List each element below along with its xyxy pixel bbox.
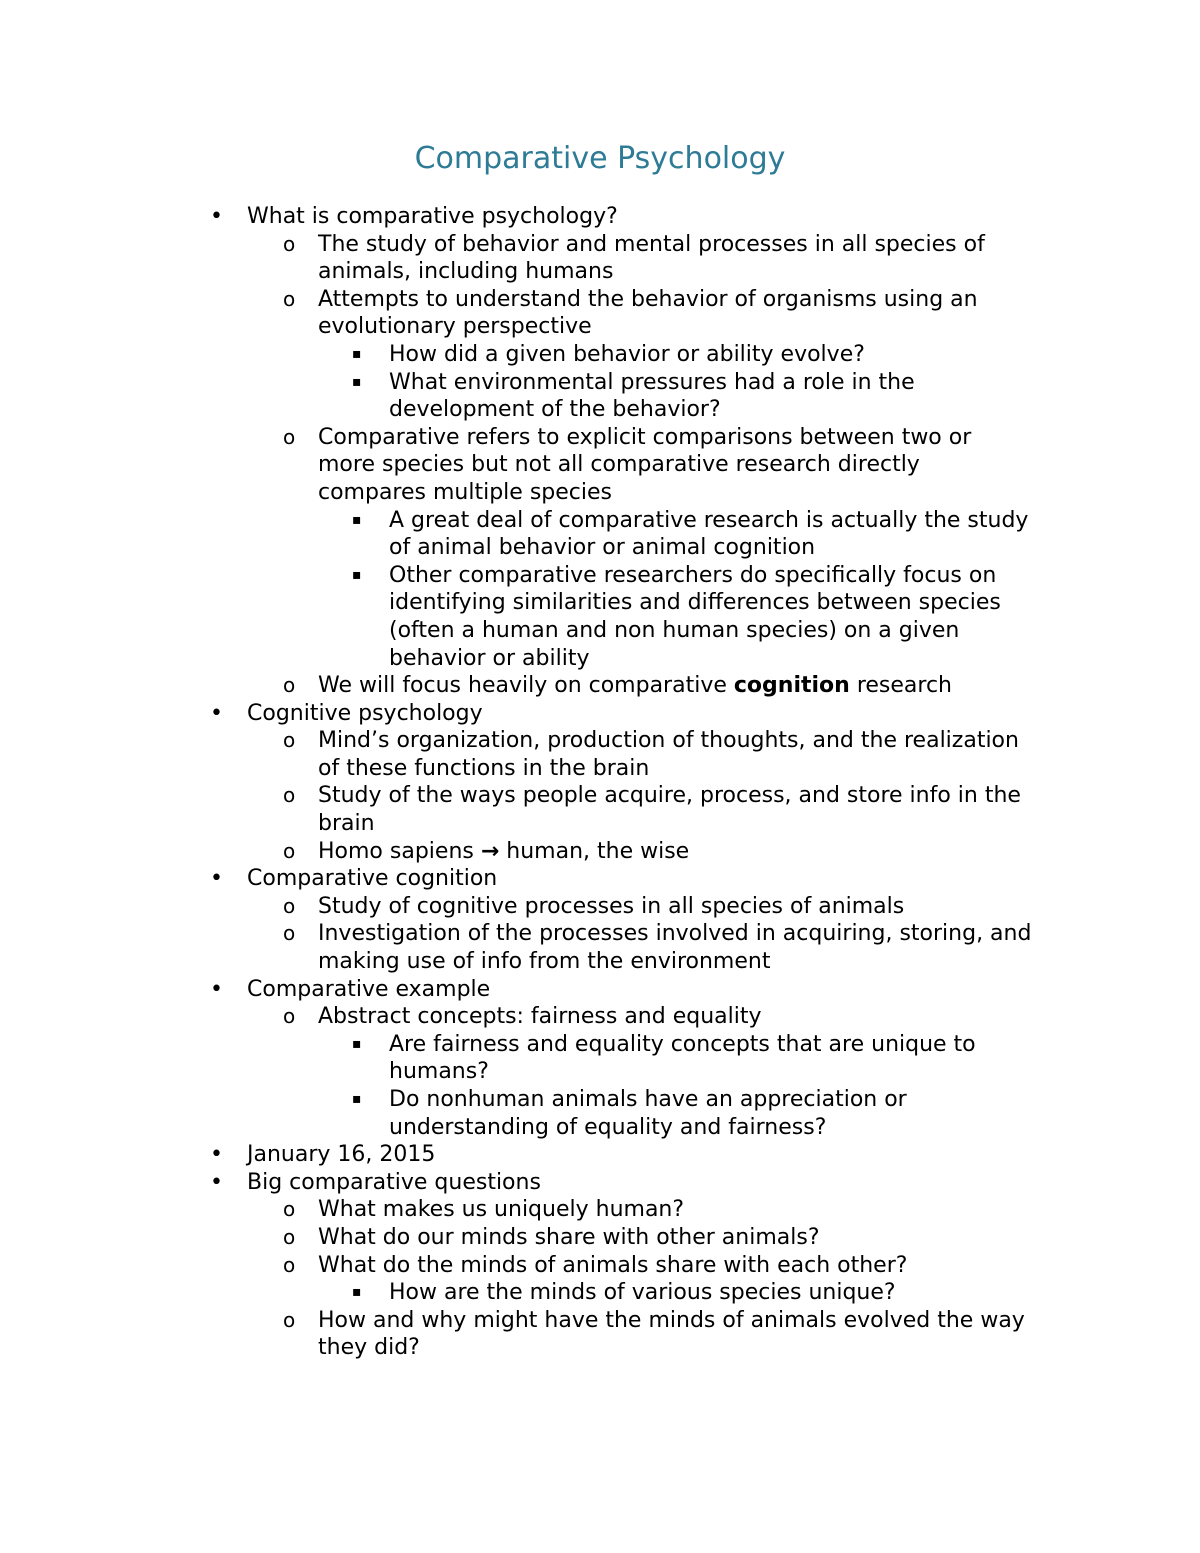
item-text: Big comparative questions <box>247 1169 541 1195</box>
item-text-start: We will focus heavily on comparative <box>318 673 734 699</box>
bullet-marker: o <box>283 728 296 753</box>
item-text: Cognitive psychology <box>247 700 483 726</box>
item-text: What makes us uniquely human? <box>318 1197 685 1223</box>
item-text: Comparative example <box>247 976 491 1002</box>
bullet-marker: o <box>283 1197 296 1222</box>
item-text: What do the minds of animals share with each other? <box>318 1252 908 1278</box>
item-text: Comparative cognition <box>247 866 498 892</box>
item-text-start: Homo sapiens <box>318 838 481 864</box>
item-text-end: human, the wise <box>499 838 690 864</box>
bullet-marker: ▪ <box>352 566 362 583</box>
list-item <box>0 976 1200 1004</box>
bullet-marker: o <box>283 1252 296 1277</box>
item-text: A great deal of comparative research is actually the study of animal behavior or animal cognition <box>389 507 1029 561</box>
bullet-marker: o <box>283 1224 296 1249</box>
list-item <box>0 203 1200 231</box>
page-title: Comparative Psychology <box>414 141 786 176</box>
list-item <box>0 1003 1200 1031</box>
item-text: Mind’s organization, production of thoughts, and the realization of these functions in the brain <box>318 728 1019 781</box>
bullet-marker: o <box>283 424 296 449</box>
list-item <box>0 1279 1200 1307</box>
item-text: How and why might have the minds of animals evolved the way they did? <box>318 1307 1025 1361</box>
list-item <box>0 1086 1200 1141</box>
bullet-marker: o <box>283 231 296 256</box>
notes-body <box>0 203 1200 1362</box>
bullet-marker: ▪ <box>352 1091 362 1107</box>
item-text: Study of the ways people acquire, process, and store info in the brain <box>318 783 1021 837</box>
bullet-marker: o <box>283 1307 296 1332</box>
bullet-marker: o <box>283 893 296 918</box>
list-item <box>0 1252 1200 1280</box>
list-item <box>0 1224 1200 1252</box>
item-text: Investigation of the processes involved in acquiring, storing, and making use of info from the environment <box>318 921 1032 975</box>
item-text: The study of behavior and mental processes in all species of animals, including humans <box>318 231 985 285</box>
list-item <box>0 838 1200 866</box>
bullet-marker: • <box>210 976 223 1002</box>
item-text: Study of cognitive processes in all species of animals <box>318 893 905 919</box>
list-item <box>0 231 1200 286</box>
item-text: How are the minds of various species unique? <box>389 1280 896 1306</box>
list-item <box>0 562 1200 672</box>
bullet-marker: • <box>210 866 223 892</box>
list-item <box>0 672 1200 700</box>
item-text: January 16, 2015 <box>247 1142 436 1168</box>
item-text: Abstract concepts: fairness and equality <box>318 1004 762 1030</box>
list-item <box>0 893 1200 921</box>
item-text: Do nonhuman animals have an appreciation or understanding of equality and fairness? <box>389 1087 907 1140</box>
list-item <box>0 341 1200 369</box>
bullet-marker: • <box>210 1142 223 1168</box>
list-item <box>0 507 1200 562</box>
bullet-marker: • <box>210 204 223 229</box>
item-text: Comparative refers to explicit comparisons between two or more species but not all comparative research directly compares multiple species <box>318 424 972 505</box>
bullet-marker: o <box>283 838 296 863</box>
bullet-marker: o <box>283 286 296 311</box>
bullet-marker: ▪ <box>352 345 362 362</box>
list-item <box>0 286 1200 341</box>
item-text: Attempts to understand the behavior of organisms using an evolutionary perspective <box>318 286 978 340</box>
item-text: How did a given behavior or ability evolve? <box>389 341 865 367</box>
list-item <box>0 1141 1200 1169</box>
list-item <box>0 1031 1200 1086</box>
item-text: Are fairness and equality concepts that are unique to humans? <box>389 1031 976 1085</box>
list-item <box>0 727 1200 782</box>
list-item <box>0 1307 1200 1362</box>
bullet-marker: • <box>210 700 223 726</box>
item-text: What environmental pressures had a role in the development of the behavior? <box>389 369 915 423</box>
item-text-end: research <box>849 673 952 699</box>
list-item <box>0 782 1200 837</box>
bullet-marker: ▪ <box>352 511 362 528</box>
item-text: What is comparative psychology? <box>247 204 618 229</box>
bullet-marker: o <box>283 921 296 946</box>
list-item <box>0 700 1200 728</box>
list-item <box>0 920 1200 975</box>
list-item <box>0 1196 1200 1224</box>
item-text: Other comparative researchers do specifically focus on identifying similarities and differences between species (often a human and non human species) on a given behavior or ability <box>389 562 1001 671</box>
list-item <box>0 424 1200 507</box>
item-text: What do our minds share with other animals? <box>318 1224 820 1250</box>
bullet-marker: • <box>210 1169 223 1195</box>
list-item <box>0 369 1200 424</box>
bullet-marker: ▪ <box>352 1284 362 1301</box>
bold-term: cognition <box>733 673 850 699</box>
bullet-marker: o <box>283 673 296 698</box>
arrow-icon: → <box>480 838 500 864</box>
bullet-marker: ▪ <box>352 373 362 390</box>
bullet-marker: ▪ <box>352 1035 362 1052</box>
bullet-marker: o <box>283 1004 296 1029</box>
list-item <box>0 865 1200 893</box>
list-item <box>0 1169 1200 1197</box>
bullet-marker: o <box>283 783 296 808</box>
